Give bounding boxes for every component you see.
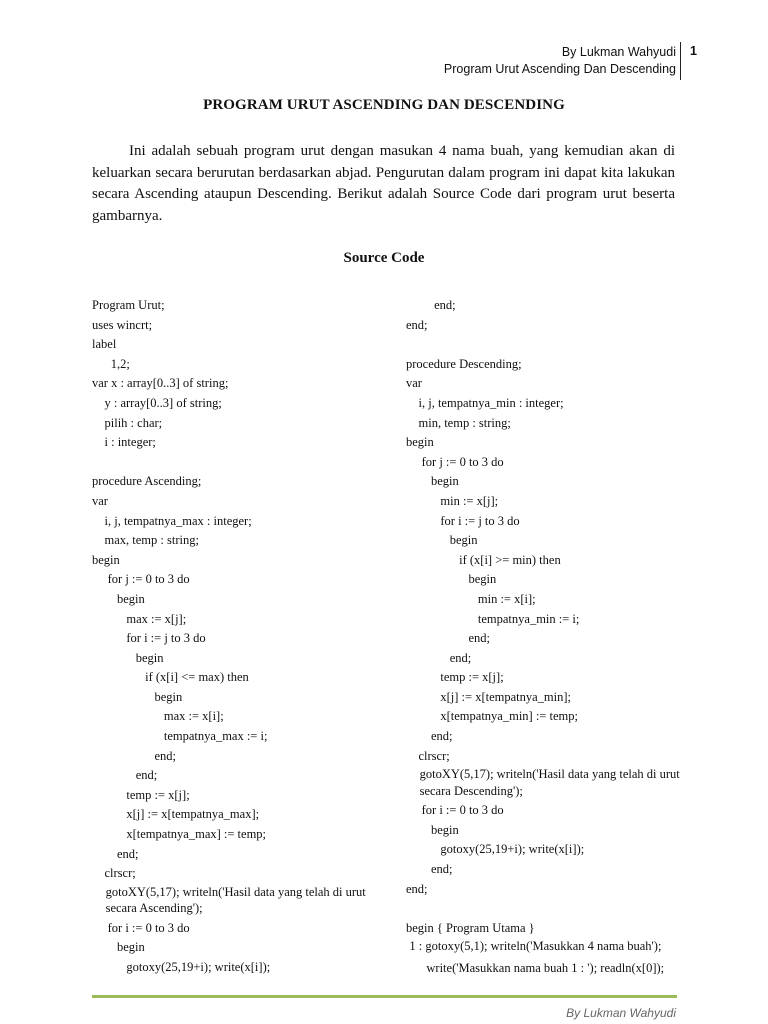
code-line: for i := 0 to 3 do	[406, 803, 504, 818]
code-line: gotoxy(25,19+i); write(x[i]);	[92, 960, 271, 974]
code-line: clrscr;	[406, 748, 450, 763]
running-header	[444, 44, 676, 78]
code-line: begin	[406, 474, 459, 489]
page-number: 1	[690, 44, 697, 58]
code-line: for j := 0 to 3 do	[92, 572, 190, 587]
code-line: end;	[406, 881, 428, 896]
code-line: end;	[406, 650, 472, 665]
code-line: begin	[92, 650, 164, 665]
code-line: for i := j to 3 do	[406, 513, 520, 528]
intro-paragraph	[92, 141, 675, 227]
code-line: 1 : gotoxy(5,1); writeln('Masukkan 4 nama buah');	[409, 939, 662, 954]
code-line: for i := j to 3 do	[92, 631, 206, 646]
code-line: for j := 0 to 3 do	[406, 454, 504, 469]
code-line: x[j] := x[tempatnya_max];	[92, 807, 260, 822]
code-line: clrscr;	[92, 866, 136, 881]
intro-text: Ini adalah sebuah program urut dengan masukan 4 nama buah, yang kemudian akan di keluarkan secara berurutan berdasarkan abjad. Pengurutan dalam program ini dapat kita lakukan secara Ascending ataupun Descending. Berikut adalah Source Code dari program urut beserta gambarnya.	[92, 143, 675, 224]
code-line: var x : array[0..3] of string;	[92, 376, 229, 391]
code-line: begin	[92, 591, 145, 606]
code-line	[406, 335, 701, 355]
code-line: temp := x[j];	[92, 787, 190, 802]
code-line: begin	[406, 533, 478, 548]
code-line: end;	[92, 768, 158, 783]
code-line: max, temp : string;	[92, 533, 199, 548]
code-line: y : array[0..3] of string;	[92, 395, 222, 410]
code-line: end;	[406, 317, 428, 332]
code-line: var	[406, 376, 422, 391]
code-line	[92, 453, 381, 473]
code-line: x[tempatnya_min] := temp;	[406, 709, 578, 724]
code-line: begin	[406, 572, 497, 587]
header-doc-title: Program Urut Ascending Dan Descending	[443, 62, 676, 76]
code-line: min := x[j];	[406, 493, 499, 508]
code-line: Program Urut;	[92, 298, 165, 312]
code-line: tempatnya_min := i;	[406, 611, 580, 626]
code-line: min := x[i];	[406, 591, 536, 606]
code-line: begin	[92, 940, 145, 955]
code-line: gotoXY(5,17); writeln('Hasil data yang telah di urut secara Ascending');	[105, 884, 366, 916]
code-line: begin	[406, 435, 434, 450]
footer-divider	[92, 995, 677, 998]
code-line: begin	[92, 689, 183, 704]
code-line: end;	[92, 846, 139, 861]
code-line: i, j, tempatnya_min : integer;	[406, 395, 564, 410]
code-line: if (x[i] <= max) then	[92, 670, 249, 685]
code-line: end;	[406, 862, 453, 877]
header-author: By Lukman Wahyudi	[561, 45, 676, 59]
code-line	[406, 899, 701, 919]
code-line: x[j] := x[tempatnya_min];	[406, 689, 572, 704]
code-line: min, temp : string;	[406, 415, 511, 430]
code-line: temp := x[j];	[406, 670, 504, 685]
code-line: 1,2;	[92, 356, 130, 371]
code-line: var	[92, 493, 108, 508]
code-line: i, j, tempatnya_max : integer;	[92, 513, 252, 528]
code-line: procedure Descending;	[406, 356, 522, 371]
section-heading: Source Code	[343, 250, 425, 266]
code-line: max := x[j];	[92, 611, 187, 626]
code-line: end;	[406, 631, 491, 646]
code-line: gotoXY(5,17); writeln('Hasil data yang telah di urut secara Descending');	[419, 767, 680, 798]
code-line: label	[92, 337, 117, 352]
header-divider	[680, 42, 681, 80]
document-title: PROGRAM URUT ASCENDING DAN DESCENDING	[203, 97, 565, 113]
code-column-left	[92, 296, 381, 978]
code-line: end;	[92, 748, 177, 763]
footer-author: By Lukman Wahyudi	[566, 1006, 676, 1020]
code-line: gotoxy(25,19+i); write(x[i]);	[406, 842, 585, 857]
code-line: if (x[i] >= min) then	[406, 552, 561, 567]
code-line: begin	[92, 552, 120, 567]
code-line: for i := 0 to 3 do	[92, 920, 190, 935]
code-line: max := x[i];	[92, 709, 224, 724]
code-line: end;	[406, 298, 456, 312]
code-line: begin { Program Utama }	[406, 920, 535, 935]
code-line: write('Masukkan nama buah 1 : '); readln(x[0]);	[426, 961, 665, 975]
code-line: i : integer;	[92, 435, 156, 450]
code-line: begin	[406, 822, 459, 837]
code-line: procedure Ascending;	[92, 474, 202, 489]
code-line: end;	[406, 729, 453, 744]
code-line: x[tempatnya_max] := temp;	[92, 827, 267, 842]
code-line: uses wincrt;	[92, 317, 153, 332]
code-column-right	[406, 296, 701, 982]
code-line: tempatnya_max := i;	[92, 729, 268, 744]
code-line: pilih : char;	[92, 415, 163, 430]
